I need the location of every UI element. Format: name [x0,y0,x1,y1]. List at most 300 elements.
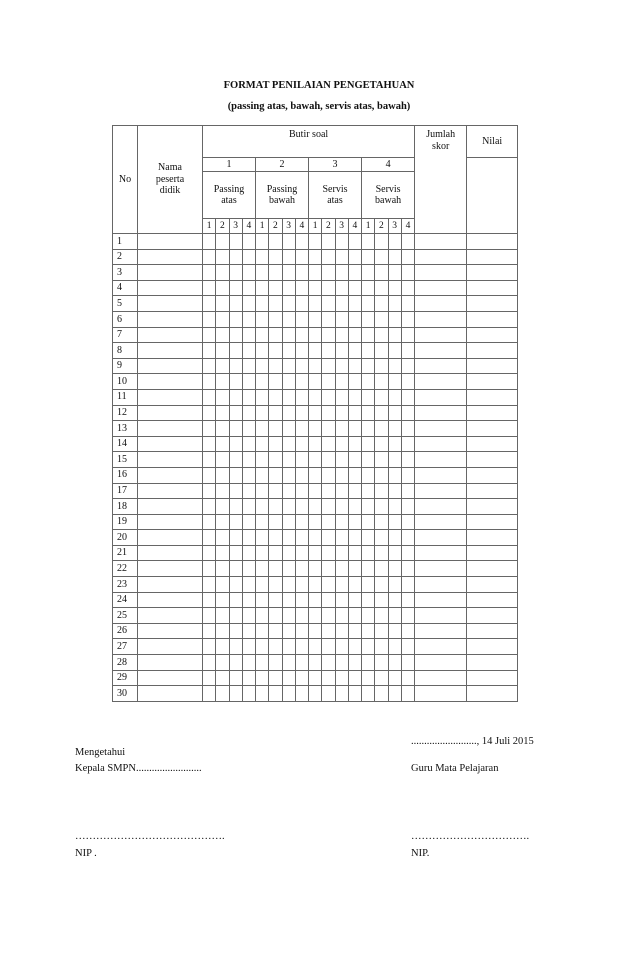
row-number: 7 [113,327,138,343]
score-cell [348,421,361,437]
score-cell [203,561,216,577]
score-cell [388,670,401,686]
jumlah-skor-cell [415,561,467,577]
table-row [113,265,518,281]
score-cell [256,405,269,421]
score-cell [335,343,348,359]
score-cell [269,467,282,483]
score-cell [335,483,348,499]
table-row [113,577,518,593]
score-cell [309,545,322,561]
score-cell [256,421,269,437]
table-row [113,561,518,577]
score-cell [335,592,348,608]
score-cell [269,343,282,359]
table-row [113,639,518,655]
score-cell [348,249,361,265]
score-cell [295,577,308,593]
score-cell [269,655,282,671]
score-cell [401,655,414,671]
footer-guru: Guru Mata Pelajaran [411,763,499,774]
score-cell [348,436,361,452]
score-cell [375,608,388,624]
score-cell [309,561,322,577]
score-cell [256,577,269,593]
score-cell [295,452,308,468]
score-cell [295,280,308,296]
score-cell [295,296,308,312]
student-name-cell [138,452,203,468]
score-cell [256,670,269,686]
score-cell [375,467,388,483]
score-cell [375,577,388,593]
score-cell [401,530,414,546]
nilai-cell [467,655,518,671]
jumlah-skor-cell [415,374,467,390]
score-cell [242,405,255,421]
score-cell [388,592,401,608]
score-cell [309,499,322,515]
score-cell [269,608,282,624]
score-cell [282,655,295,671]
score-cell [256,530,269,546]
score-cell [322,639,335,655]
score-cell [295,249,308,265]
score-cell [388,343,401,359]
score-cell [216,623,229,639]
score-cell [256,608,269,624]
score-cell [203,421,216,437]
score-cell [388,389,401,405]
row-number: 26 [113,623,138,639]
score-cell [401,421,414,437]
student-name-cell [138,296,203,312]
score-cell [309,343,322,359]
score-cell [256,499,269,515]
score-cell [203,405,216,421]
score-cell [269,265,282,281]
score-cell [282,608,295,624]
score-cell [322,577,335,593]
jumlah-skor-cell [415,311,467,327]
score-cell [388,639,401,655]
score-cell [256,514,269,530]
score-cell [388,655,401,671]
sub-item-number: 3 [388,219,401,234]
score-cell [401,234,414,250]
score-cell [242,452,255,468]
nilai-cell [467,608,518,624]
score-cell [362,280,375,296]
score-cell [256,249,269,265]
header-jumlah-line-2: skor [432,140,450,152]
score-cell [348,234,361,250]
score-cell [216,358,229,374]
score-cell [269,405,282,421]
score-cell [242,670,255,686]
score-cell [388,467,401,483]
score-cell [322,499,335,515]
score-cell [335,358,348,374]
student-name-cell [138,467,203,483]
score-cell [203,327,216,343]
score-cell [309,592,322,608]
nilai-cell [467,389,518,405]
table-row [113,343,518,359]
score-cell [309,530,322,546]
score-cell [388,686,401,702]
score-cell [242,639,255,655]
score-cell [375,686,388,702]
score-cell [229,234,242,250]
header-nilai: Nilai [467,126,518,158]
score-cell [229,421,242,437]
score-cell [362,327,375,343]
score-cell [256,358,269,374]
student-name-cell [138,280,203,296]
score-cell [309,467,322,483]
footer-signature-left: ……………………………………. [75,831,225,842]
jumlah-skor-cell [415,358,467,374]
score-cell [348,530,361,546]
row-number: 10 [113,374,138,390]
student-name-cell [138,234,203,250]
nilai-cell [467,343,518,359]
page-subtitle: (passing atas, bawah, servis atas, bawah) [227,101,411,112]
jumlah-skor-cell [415,545,467,561]
row-number: 24 [113,592,138,608]
score-cell [216,467,229,483]
score-cell [203,514,216,530]
score-cell [348,405,361,421]
score-cell [335,436,348,452]
score-cell [282,327,295,343]
score-cell [335,467,348,483]
row-number: 13 [113,421,138,437]
score-cell [256,452,269,468]
score-cell [348,483,361,499]
score-cell [362,249,375,265]
sub-item-number: 2 [375,219,388,234]
score-cell [322,670,335,686]
score-cell [282,467,295,483]
score-cell [203,545,216,561]
score-cell [216,343,229,359]
row-number: 5 [113,296,138,312]
sub-item-number: 2 [269,219,282,234]
score-cell [375,623,388,639]
table-row [113,608,518,624]
score-cell [388,296,401,312]
score-cell [282,545,295,561]
score-cell [362,467,375,483]
nilai-cell [467,421,518,437]
sub-item-number: 2 [322,219,335,234]
score-cell [216,561,229,577]
nilai-cell [467,639,518,655]
score-cell [375,545,388,561]
score-cell [322,327,335,343]
score-cell [256,265,269,281]
score-cell [242,249,255,265]
score-cell [309,608,322,624]
score-cell [322,389,335,405]
row-number: 8 [113,343,138,359]
student-name-cell [138,592,203,608]
score-cell [203,608,216,624]
table-row [113,280,518,296]
nilai-cell [467,561,518,577]
score-cell [322,686,335,702]
row-number: 1 [113,234,138,250]
score-cell [348,374,361,390]
student-name-cell [138,436,203,452]
score-cell [322,655,335,671]
score-cell [335,389,348,405]
score-cell [388,311,401,327]
score-cell [362,374,375,390]
score-cell [229,249,242,265]
score-cell [401,577,414,593]
jumlah-skor-cell [415,234,467,250]
score-cell [362,405,375,421]
score-cell [242,234,255,250]
score-cell [362,530,375,546]
score-cell [375,265,388,281]
score-cell [362,265,375,281]
table-row [113,592,518,608]
score-cell [401,592,414,608]
score-cell [401,467,414,483]
score-cell [269,374,282,390]
page-title: FORMAT PENILAIAN PENGETAHUAN [223,80,415,91]
score-cell [401,311,414,327]
score-cell [295,514,308,530]
score-cell [309,296,322,312]
jumlah-skor-cell [415,467,467,483]
row-number: 6 [113,311,138,327]
score-cell [388,608,401,624]
score-cell [335,249,348,265]
group-label [203,172,256,219]
score-cell [269,280,282,296]
sub-item-number: 1 [309,219,322,234]
score-cell [348,608,361,624]
group-label-line-2: atas [221,195,237,206]
score-cell [348,670,361,686]
score-cell [348,655,361,671]
score-cell [282,280,295,296]
score-cell [348,623,361,639]
score-cell [229,561,242,577]
score-cell [203,234,216,250]
score-cell [362,623,375,639]
score-cell [229,545,242,561]
score-cell [362,358,375,374]
row-number: 21 [113,545,138,561]
score-cell [322,358,335,374]
score-cell [348,639,361,655]
score-cell [242,296,255,312]
score-cell [269,639,282,655]
score-cell [388,530,401,546]
score-cell [295,530,308,546]
score-cell [335,670,348,686]
score-cell [335,280,348,296]
score-cell [322,405,335,421]
nilai-cell [467,623,518,639]
score-cell [242,577,255,593]
score-cell [295,405,308,421]
score-cell [282,234,295,250]
score-cell [295,623,308,639]
score-cell [309,623,322,639]
score-cell [216,608,229,624]
score-cell [401,374,414,390]
student-name-cell [138,499,203,515]
sub-item-number: 3 [229,219,242,234]
nilai-cell [467,514,518,530]
score-cell [216,655,229,671]
jumlah-skor-cell [415,639,467,655]
score-cell [229,577,242,593]
score-cell [295,655,308,671]
score-cell [401,608,414,624]
jumlah-skor-cell [415,389,467,405]
score-cell [203,311,216,327]
score-cell [322,234,335,250]
sub-item-number: 1 [203,219,216,234]
table-row [113,296,518,312]
score-cell [322,467,335,483]
score-cell [375,655,388,671]
score-cell [309,483,322,499]
row-number: 12 [113,405,138,421]
score-cell [216,670,229,686]
score-cell [388,265,401,281]
row-number: 9 [113,358,138,374]
score-cell [335,452,348,468]
score-cell [322,311,335,327]
score-cell [269,514,282,530]
score-cell [216,389,229,405]
score-cell [362,389,375,405]
score-cell [242,265,255,281]
score-cell [295,608,308,624]
score-cell [282,514,295,530]
score-cell [256,545,269,561]
table-row [113,405,518,421]
score-cell [335,374,348,390]
score-cell [269,530,282,546]
score-cell [388,436,401,452]
score-cell [216,265,229,281]
jumlah-skor-cell [415,436,467,452]
score-cell [335,623,348,639]
score-cell [348,577,361,593]
nilai-cell [467,327,518,343]
nilai-cell [467,265,518,281]
header-nama-line-3: didik [159,185,181,197]
score-cell [295,639,308,655]
score-cell [269,623,282,639]
score-cell [203,639,216,655]
score-cell [322,374,335,390]
header-jumlah-line-1: Jumlah [426,129,456,140]
table-row [113,545,518,561]
score-cell [282,358,295,374]
score-cell [348,265,361,281]
score-cell [375,311,388,327]
score-cell [309,421,322,437]
nilai-cell [467,592,518,608]
score-cell [375,514,388,530]
score-cell [375,670,388,686]
jumlah-skor-cell [415,483,467,499]
score-cell [282,639,295,655]
score-cell [335,327,348,343]
score-cell [295,592,308,608]
score-cell [401,296,414,312]
score-cell [229,374,242,390]
sub-item-number: 3 [282,219,295,234]
score-cell [348,358,361,374]
jumlah-skor-cell [415,405,467,421]
header-nama-line-2: peserta [155,173,185,185]
score-cell [295,311,308,327]
score-cell [295,467,308,483]
score-cell [375,639,388,655]
row-number: 2 [113,249,138,265]
student-name-cell [138,483,203,499]
score-cell [348,514,361,530]
score-cell [216,280,229,296]
score-cell [322,592,335,608]
score-cell [401,265,414,281]
student-name-cell [138,389,203,405]
score-cell [335,405,348,421]
score-cell [375,249,388,265]
score-cell [295,421,308,437]
score-cell [401,436,414,452]
row-number: 30 [113,686,138,702]
score-cell [375,530,388,546]
row-number: 11 [113,389,138,405]
score-cell [216,577,229,593]
score-cell [256,234,269,250]
score-cell [322,296,335,312]
score-cell [401,405,414,421]
score-cell [282,249,295,265]
score-cell [388,374,401,390]
row-number: 19 [113,514,138,530]
score-cell [401,545,414,561]
score-cell [282,577,295,593]
score-cell [282,311,295,327]
header-butir-soal: Butir soal [203,126,415,158]
score-cell [401,483,414,499]
score-cell [348,592,361,608]
jumlah-skor-cell [415,499,467,515]
row-number: 25 [113,608,138,624]
score-cell [388,358,401,374]
score-cell [229,436,242,452]
score-cell [256,686,269,702]
score-cell [388,623,401,639]
score-cell [242,343,255,359]
score-cell [388,234,401,250]
score-cell [295,686,308,702]
